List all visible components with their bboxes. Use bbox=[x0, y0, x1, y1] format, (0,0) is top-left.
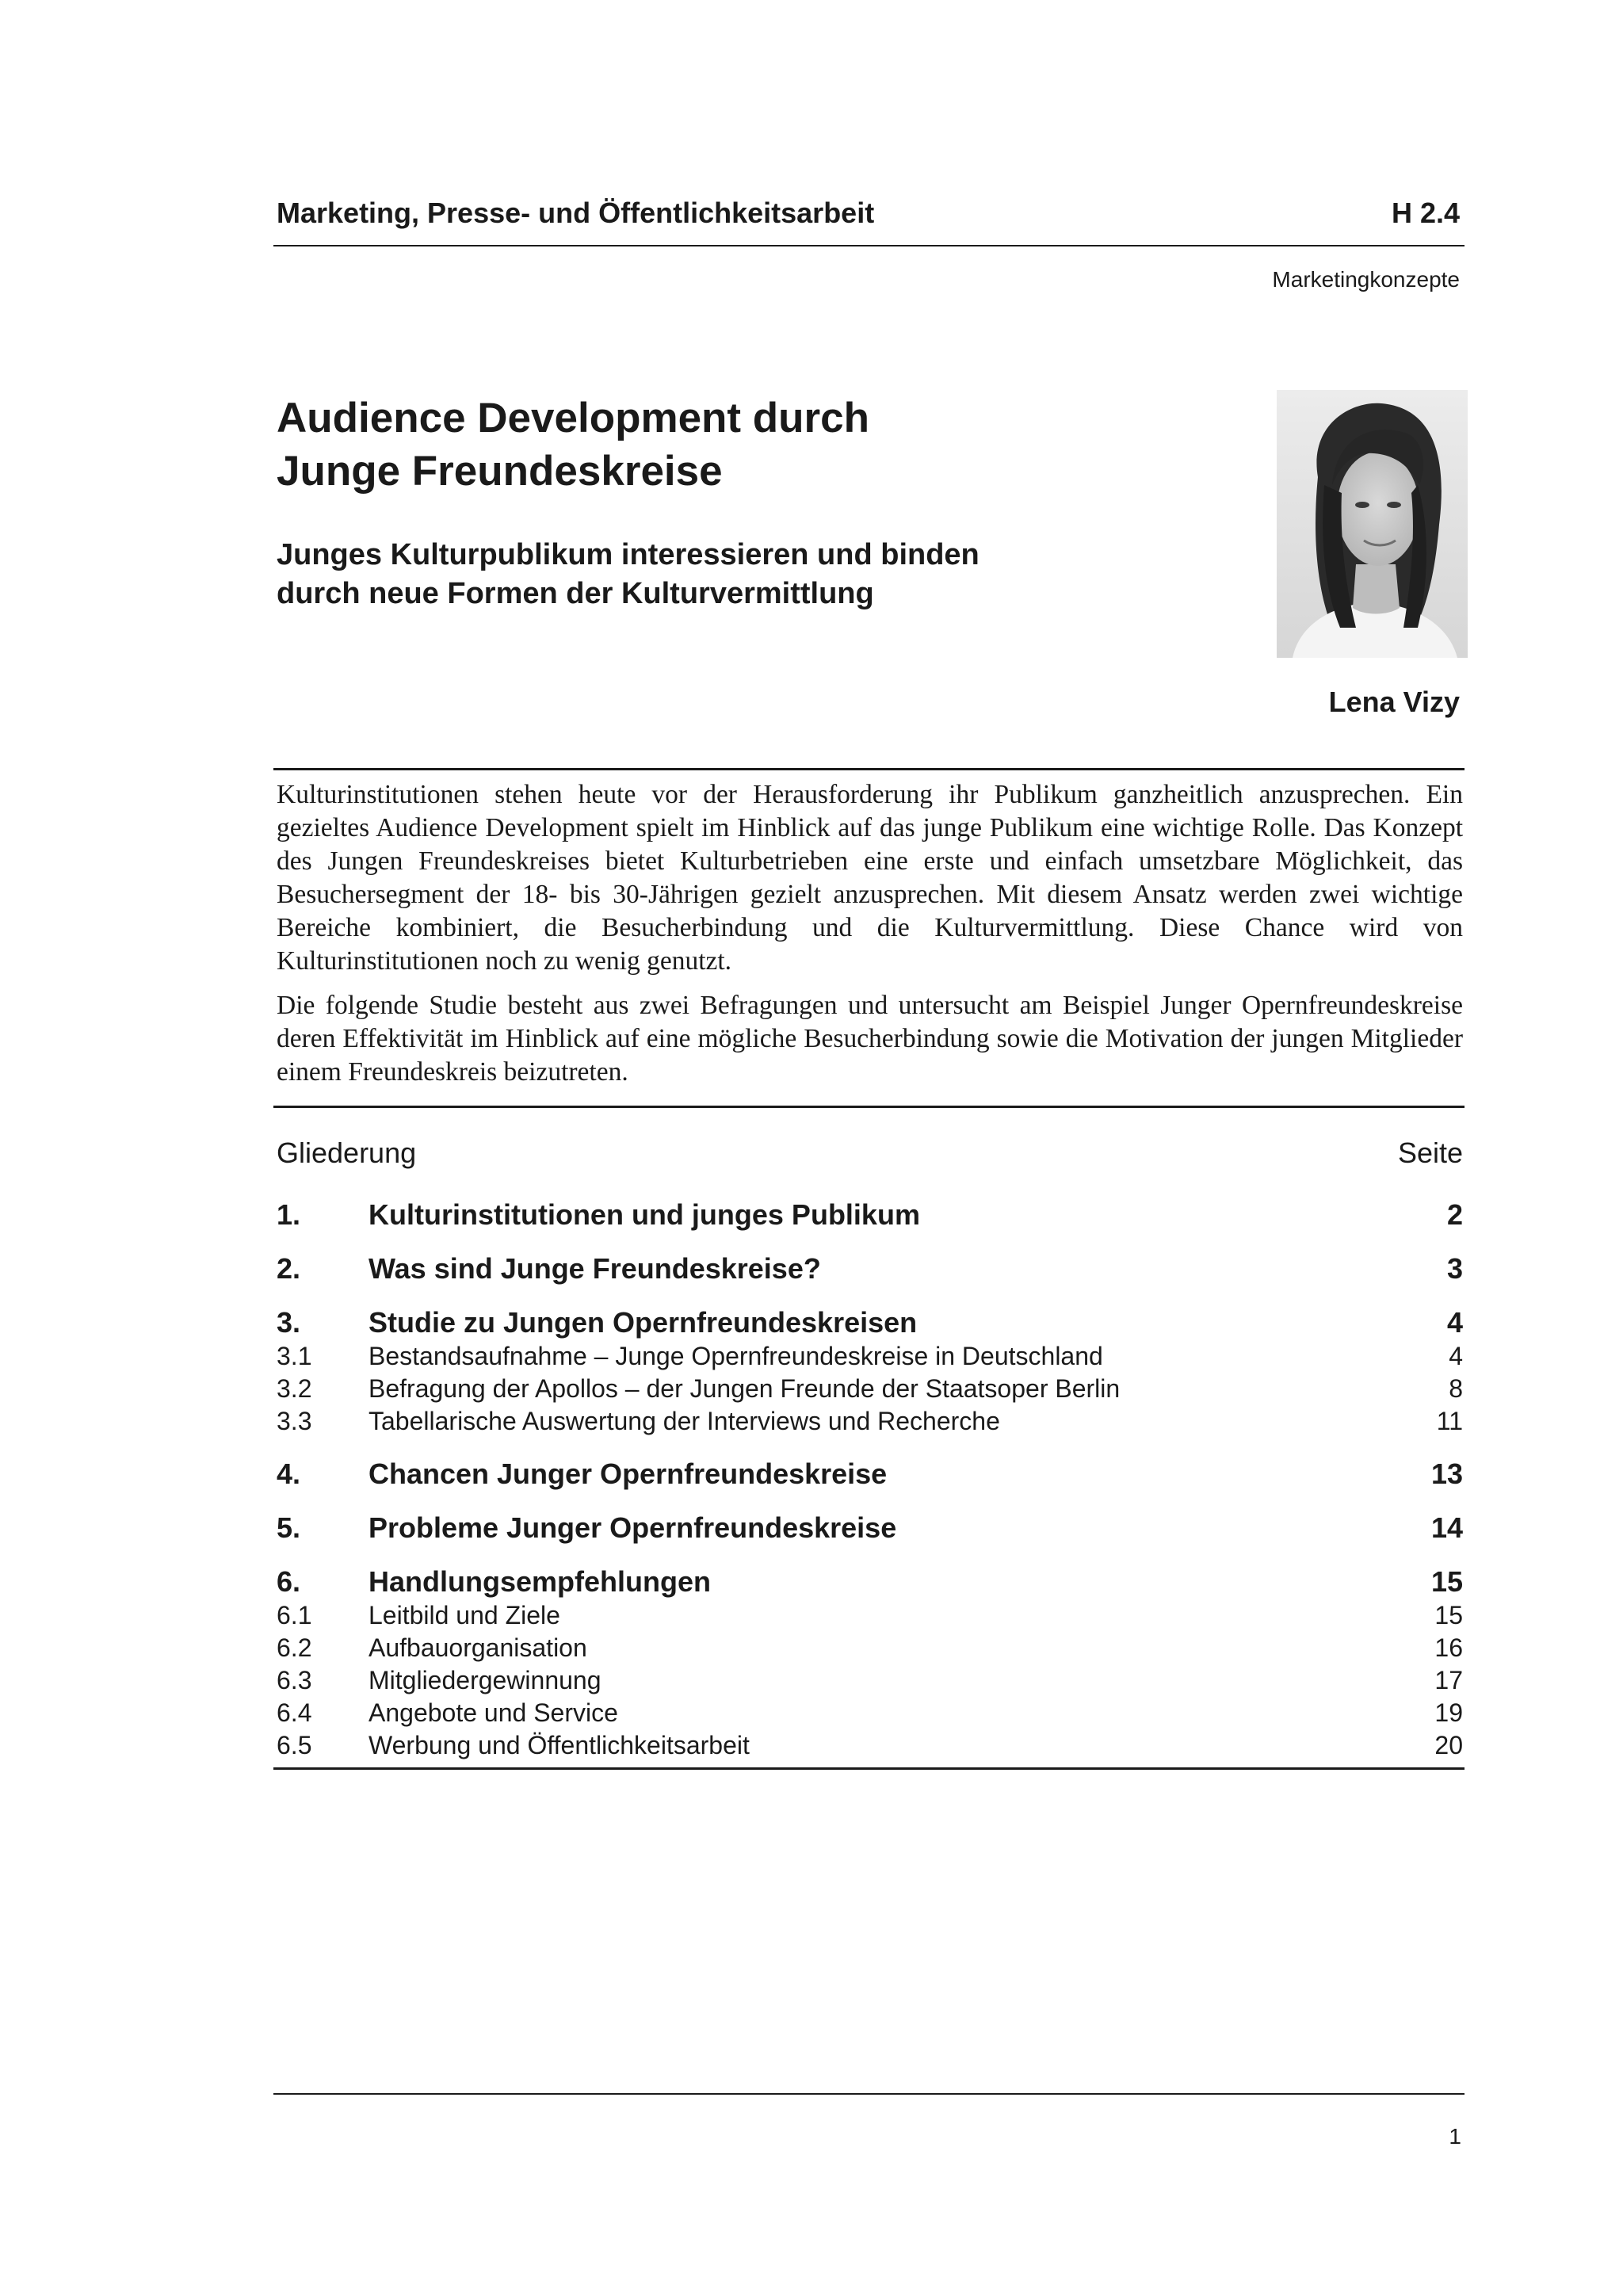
toc-label: Tabellarische Auswertung der Interviews und Recherche bbox=[369, 1407, 1000, 1435]
toc-subentry[interactable] bbox=[277, 1697, 1463, 1729]
toc-heading: Gliederung bbox=[277, 1137, 417, 1169]
toc-number: 3.1 bbox=[277, 1342, 312, 1370]
title-line-1: Audience Development durch bbox=[277, 395, 870, 441]
toc-bottom-divider bbox=[273, 1767, 1465, 1770]
abstract bbox=[277, 778, 1463, 1100]
table-of-contents bbox=[277, 1197, 1463, 1762]
abstract-paragraph-1: Kulturinstitutionen stehen heute vor der Herausforderung ihr Publikum ganzheitlich anzusprechen. Ein gezieltes Audience Development spielt im Hinblick auf das junge Publikum eine wichtige Rolle. Das Konzept des Jungen Freundeskreises bietet Kulturbetrieben eine erste und einfach umsetzbare Möglichkeit, das Besuchersegment der 18- bis 30-Jährigen gezielt anzusprechen. Mit diesem Ansatz werden zwei wichtige Bereiche kombiniert, die Besucherbindung und die Kulturvermittlung. Diese Chance wird von Kulturinstitutionen noch zu wenig genutzt. bbox=[277, 780, 1463, 976]
toc-number: 6.1 bbox=[277, 1601, 312, 1629]
toc-number: 5. bbox=[277, 1511, 301, 1544]
toc-subentry[interactable] bbox=[277, 1632, 1463, 1664]
page-number: 1 bbox=[1449, 2124, 1461, 2149]
toc-page: 4 bbox=[1449, 1342, 1463, 1370]
toc-page: 14 bbox=[1430, 1511, 1463, 1544]
toc-number: 2. bbox=[277, 1252, 301, 1285]
toc-subentry[interactable] bbox=[277, 1405, 1463, 1438]
toc-page: 3 bbox=[1446, 1252, 1463, 1285]
toc-label: Studie zu Jungen Opernfreundeskreisen bbox=[369, 1306, 918, 1339]
toc-number: 3.2 bbox=[277, 1374, 312, 1403]
toc-label: Probleme Junger Opernfreundeskreise bbox=[369, 1511, 897, 1544]
toc-entry[interactable] bbox=[277, 1251, 1463, 1286]
toc-entry[interactable] bbox=[277, 1564, 1463, 1599]
toc-page: 20 bbox=[1434, 1731, 1463, 1759]
toc-page: 2 bbox=[1446, 1198, 1463, 1231]
toc-label: Angebote und Service bbox=[369, 1698, 618, 1727]
abstract-bottom-divider bbox=[273, 1106, 1465, 1108]
footer-divider bbox=[273, 2093, 1465, 2095]
toc-number: 6. bbox=[277, 1565, 301, 1598]
toc-page: 19 bbox=[1434, 1698, 1463, 1727]
subtitle-line-2: durch neue Formen der Kulturvermittlung bbox=[277, 577, 874, 610]
article-title bbox=[277, 392, 1228, 498]
toc-number: 3.3 bbox=[277, 1407, 312, 1435]
toc-label: Was sind Junge Freundeskreise? bbox=[369, 1252, 821, 1285]
author-photo bbox=[1277, 390, 1468, 658]
toc-label: Chancen Junger Opernfreundeskreise bbox=[369, 1457, 888, 1490]
toc-label: Befragung der Apollos – der Jungen Freunde der Staatsoper Berlin bbox=[369, 1374, 1121, 1403]
toc-subentry[interactable] bbox=[277, 1664, 1463, 1697]
toc-entry[interactable] bbox=[277, 1510, 1463, 1545]
toc-label: Kulturinstitutionen und junges Publikum bbox=[369, 1198, 920, 1231]
toc-number: 3. bbox=[277, 1306, 301, 1339]
toc-number: 6.3 bbox=[277, 1666, 312, 1694]
toc-label: Bestandsaufnahme – Junge Opernfreundeskreise in Deutschland bbox=[369, 1342, 1103, 1370]
toc-label: Handlungsempfehlungen bbox=[369, 1565, 711, 1598]
toc-subentry[interactable] bbox=[277, 1599, 1463, 1632]
abstract-paragraph-2: Die folgende Studie besteht aus zwei Befragungen und untersucht am Beispiel Junger Opernfreundeskreise deren Effektivität im Hinblick auf eine mögliche Besucherbindung sowie die Motivation der jungen Mitglieder einem Freundeskreis beizutreten. bbox=[277, 991, 1463, 1087]
subtitle-line-1: Junges Kulturpublikum interessieren und binden bbox=[277, 538, 980, 571]
toc-page: 8 bbox=[1449, 1374, 1463, 1403]
toc-entry[interactable] bbox=[277, 1456, 1463, 1492]
header-divider bbox=[273, 245, 1465, 246]
toc-page: 15 bbox=[1430, 1565, 1463, 1598]
section-title: Marketing, Presse- und Öffentlichkeitsarbeit bbox=[277, 197, 875, 229]
toc-number: 6.4 bbox=[277, 1698, 312, 1727]
toc-label: Aufbauorganisation bbox=[369, 1633, 587, 1662]
toc-label: Mitgliedergewinnung bbox=[369, 1666, 601, 1694]
toc-page: 15 bbox=[1434, 1601, 1463, 1629]
toc-page: 11 bbox=[1436, 1407, 1463, 1435]
toc-page-heading: Seite bbox=[1397, 1137, 1463, 1169]
toc-number: 1. bbox=[277, 1198, 301, 1231]
toc-page: 4 bbox=[1446, 1306, 1463, 1339]
abstract-top-divider bbox=[273, 768, 1465, 770]
toc-subentry[interactable] bbox=[277, 1373, 1463, 1405]
toc-number: 6.5 bbox=[277, 1731, 312, 1759]
toc-label: Leitbild und Ziele bbox=[369, 1601, 560, 1629]
toc-page: 16 bbox=[1434, 1633, 1463, 1662]
toc-number: 4. bbox=[277, 1457, 301, 1490]
toc-subentry[interactable] bbox=[277, 1340, 1463, 1373]
toc-page: 17 bbox=[1434, 1666, 1463, 1694]
toc-page: 13 bbox=[1430, 1457, 1463, 1490]
toc-entry[interactable] bbox=[277, 1305, 1463, 1340]
toc-number: 6.2 bbox=[277, 1633, 312, 1662]
toc-label: Werbung und Öffentlichkeitsarbeit bbox=[369, 1731, 750, 1759]
section-code: H 2.4 bbox=[1391, 197, 1460, 229]
portrait-image bbox=[1277, 390, 1468, 658]
toc-entry[interactable] bbox=[277, 1197, 1463, 1232]
article-subtitle bbox=[277, 536, 1228, 613]
title-line-2: Junge Freundeskreise bbox=[277, 448, 723, 495]
category-label: Marketingkonzepte bbox=[1272, 267, 1460, 292]
toc-header bbox=[277, 1137, 1463, 1170]
author-name: Lena Vizy bbox=[1328, 686, 1460, 718]
toc-subentry[interactable] bbox=[277, 1729, 1463, 1762]
